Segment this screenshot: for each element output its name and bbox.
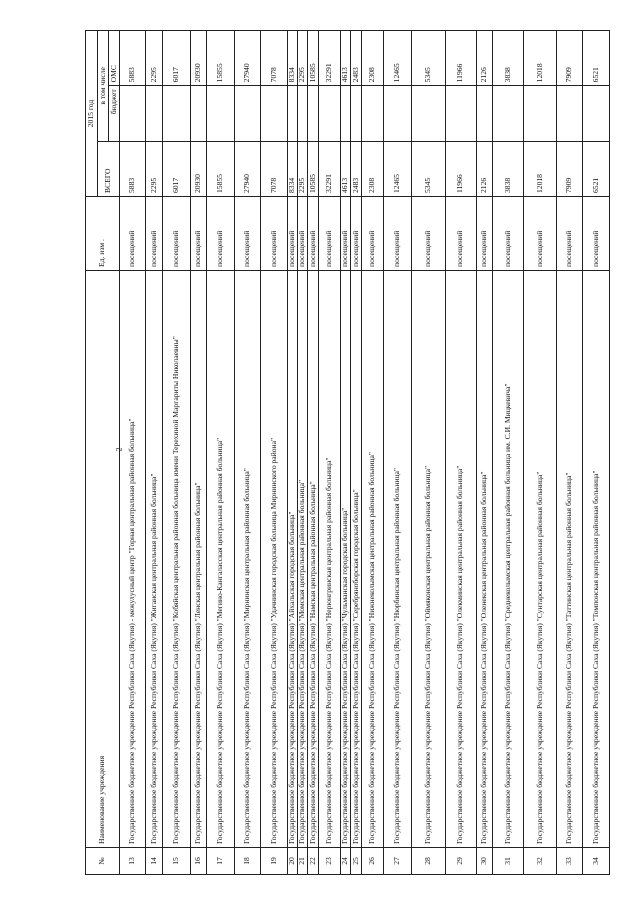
oms-cell: 20930 <box>190 31 207 86</box>
header-unit: Ед. изм . <box>86 197 120 271</box>
visits-table <box>85 30 610 875</box>
institution-name: Государственное бюджетное учреждение Республики Саха (Якутия) - межулусный центр "Горная центральная районная больница" <box>120 271 146 848</box>
header-budget: бюджет <box>109 86 120 141</box>
institution-name: Государственное бюджетное учреждение Республики Саха (Якутия) "Мирнинская центральная районная больница" <box>234 271 260 848</box>
oms-cell: 11966 <box>445 31 476 86</box>
budget-cell <box>297 86 307 141</box>
unit-cell: посещений <box>340 197 350 271</box>
table-row <box>162 31 190 875</box>
budget-cell <box>120 86 146 141</box>
institution-name: Государственное бюджетное учреждение Республики Саха (Якутия) "Жиганская центральная районная больница" <box>146 271 163 848</box>
unit-cell: посещений <box>556 197 582 271</box>
table-row <box>556 31 582 875</box>
total-cell: 2295 <box>146 141 163 196</box>
total-cell: 2126 <box>476 141 493 196</box>
total-cell: 20930 <box>190 141 207 196</box>
total-cell: 8334 <box>287 141 297 196</box>
budget-cell <box>523 86 556 141</box>
institution-name: Государственное бюджетное учреждение Республики Саха (Якутия) "Таттинская центральная районная больница" <box>556 271 582 848</box>
row-number: 19 <box>261 848 287 875</box>
budget-cell <box>318 86 340 141</box>
oms-cell: 5345 <box>411 31 445 86</box>
budget-cell <box>583 86 610 141</box>
institution-name: Государственное бюджетное учреждение Республики Саха (Якутия) "Олекминская центральная районная больница" <box>445 271 476 848</box>
table-row <box>583 31 610 875</box>
budget-cell <box>287 86 297 141</box>
total-cell: 32291 <box>318 141 340 196</box>
unit-cell: посещений <box>308 197 318 271</box>
table-row <box>361 31 383 875</box>
row-number: 33 <box>556 848 582 875</box>
budget-cell <box>190 86 207 141</box>
institution-name: Государственное бюджетное учреждение Республики Саха (Якутия) "Томпонская центральная районная больница" <box>583 271 610 848</box>
unit-cell: посещений <box>361 197 383 271</box>
budget-cell <box>493 86 524 141</box>
budget-cell <box>411 86 445 141</box>
budget-cell <box>308 86 318 141</box>
row-number: 23 <box>318 848 340 875</box>
table-row <box>297 31 307 875</box>
row-number: 28 <box>411 848 445 875</box>
row-number: 26 <box>361 848 383 875</box>
table-row <box>308 31 318 875</box>
institution-name: Государственное бюджетное учреждение Республики Саха (Якутия) "Чульманская городская больница" <box>340 271 350 848</box>
oms-cell: 3838 <box>493 31 524 86</box>
row-number: 25 <box>351 848 361 875</box>
header-including: в том числе <box>98 31 109 142</box>
institution-name: Государственное бюджетное учреждение Республики Саха (Якутия) "Ленская центральная районная больница" <box>190 271 207 848</box>
row-number: 34 <box>583 848 610 875</box>
institution-name: Государственное бюджетное учреждение Республики Саха (Якутия) "Нерюнгринская центральная районная больница" <box>318 271 340 848</box>
total-cell: 7078 <box>261 141 287 196</box>
total-cell: 6017 <box>162 141 190 196</box>
table-row <box>351 31 361 875</box>
unit-cell: посещений <box>493 197 524 271</box>
row-number: 18 <box>234 848 260 875</box>
oms-cell: 8334 <box>287 31 297 86</box>
table-row <box>190 31 207 875</box>
row-number: 15 <box>162 848 190 875</box>
table-row <box>476 31 493 875</box>
header-oms: ОМС <box>109 31 120 86</box>
row-number: 13 <box>120 848 146 875</box>
total-cell: 3838 <box>493 141 524 196</box>
oms-cell: 7909 <box>556 31 582 86</box>
header-year: 2015 год <box>86 31 98 197</box>
institution-name: Государственное бюджетное учреждение Республики Саха (Якутия) "Удачнинская городская больница Мирнинского района" <box>261 271 287 848</box>
table-row <box>523 31 556 875</box>
oms-cell: 15855 <box>207 31 235 86</box>
total-cell: 2308 <box>361 141 383 196</box>
institution-name: Государственное бюджетное учреждение Республики Саха (Якутия) "Нижнеколымская центральная районная больница" <box>361 271 383 848</box>
row-number: 14 <box>146 848 163 875</box>
institution-name: Государственное бюджетное учреждение Республики Саха (Якутия) "Сунтарская центральная районная больница" <box>523 271 556 848</box>
table-row <box>493 31 524 875</box>
total-cell: 5345 <box>411 141 445 196</box>
header-number: № <box>86 848 120 875</box>
budget-cell <box>146 86 163 141</box>
oms-cell: 12465 <box>383 31 411 86</box>
table-row <box>340 31 350 875</box>
total-cell: 5883 <box>120 141 146 196</box>
oms-cell: 12018 <box>523 31 556 86</box>
table-row <box>207 31 235 875</box>
row-number: 31 <box>493 848 524 875</box>
oms-cell: 2308 <box>361 31 383 86</box>
total-cell: 2295 <box>297 141 307 196</box>
institution-name: Государственное бюджетное учреждение Республики Саха (Якутия) "Момская центральная районная больница" <box>297 271 307 848</box>
oms-cell: 6521 <box>583 31 610 86</box>
budget-cell <box>207 86 235 141</box>
page-number: 2 <box>114 447 124 452</box>
table-row <box>411 31 445 875</box>
oms-cell: 2126 <box>476 31 493 86</box>
unit-cell: посещений <box>523 197 556 271</box>
budget-cell <box>361 86 383 141</box>
oms-cell: 4613 <box>340 31 350 86</box>
budget-cell <box>556 86 582 141</box>
oms-cell: 2295 <box>146 31 163 86</box>
total-cell: 12018 <box>523 141 556 196</box>
unit-cell: посещений <box>162 197 190 271</box>
unit-cell: посещений <box>383 197 411 271</box>
row-number: 24 <box>340 848 350 875</box>
unit-cell: посещений <box>261 197 287 271</box>
header-row-year <box>86 31 98 875</box>
unit-cell: посещений <box>190 197 207 271</box>
table-row <box>383 31 411 875</box>
row-number: 32 <box>523 848 556 875</box>
unit-cell: посещений <box>351 197 361 271</box>
table-row <box>120 31 146 875</box>
header-total: ВСЕГО <box>98 141 120 196</box>
oms-cell: 27940 <box>234 31 260 86</box>
total-cell: 15855 <box>207 141 235 196</box>
unit-cell: посещений <box>445 197 476 271</box>
unit-cell: посещений <box>207 197 235 271</box>
total-cell: 4613 <box>340 141 350 196</box>
institution-name: Государственное бюджетное учреждение Республики Саха (Якутия) "Оймяконская центральная районная больница" <box>411 271 445 848</box>
oms-cell: 2483 <box>351 31 361 86</box>
budget-cell <box>383 86 411 141</box>
table-row <box>146 31 163 875</box>
institution-name: Государственное бюджетное учреждение Республики Саха (Якутия) "Намская центральная районная больница" <box>308 271 318 848</box>
oms-cell: 2295 <box>297 31 307 86</box>
row-number: 17 <box>207 848 235 875</box>
unit-cell: посещений <box>120 197 146 271</box>
unit-cell: посещений <box>476 197 493 271</box>
institution-name: Государственное бюджетное учреждение Республики Саха (Якутия) "Айхальская городская больница" <box>287 271 297 848</box>
total-cell: 7909 <box>556 141 582 196</box>
oms-cell: 5883 <box>120 31 146 86</box>
unit-cell: посещений <box>287 197 297 271</box>
oms-cell: 10585 <box>308 31 318 86</box>
budget-cell <box>162 86 190 141</box>
total-cell: 2483 <box>351 141 361 196</box>
oms-cell: 7078 <box>261 31 287 86</box>
total-cell: 10585 <box>308 141 318 196</box>
institution-name: Государственное бюджетное учреждение Республики Саха (Якутия) "Среднеколымская центральная районная больница им. С.И. Мицкевича" <box>493 271 524 848</box>
row-number: 21 <box>297 848 307 875</box>
unit-cell: посещений <box>234 197 260 271</box>
oms-cell: 6017 <box>162 31 190 86</box>
table-row <box>445 31 476 875</box>
table-row <box>318 31 340 875</box>
row-number: 22 <box>308 848 318 875</box>
budget-cell <box>234 86 260 141</box>
total-cell: 12465 <box>383 141 411 196</box>
row-number: 16 <box>190 848 207 875</box>
row-number: 27 <box>383 848 411 875</box>
total-cell: 27940 <box>234 141 260 196</box>
unit-cell: посещений <box>146 197 163 271</box>
unit-cell: посещений <box>318 197 340 271</box>
table-row <box>261 31 287 875</box>
oms-cell: 32291 <box>318 31 340 86</box>
unit-cell: посещений <box>583 197 610 271</box>
header-institution-name: Наименование учреждения <box>86 271 120 848</box>
unit-cell: посещений <box>411 197 445 271</box>
budget-cell <box>476 86 493 141</box>
total-cell: 6521 <box>583 141 610 196</box>
rotated-table-container <box>85 30 610 875</box>
table-row <box>287 31 297 875</box>
row-number: 30 <box>476 848 493 875</box>
row-number: 29 <box>445 848 476 875</box>
institution-name: Государственное бюджетное учреждение Республики Саха (Якутия) "Мегино-Кангаласская центральная районная больница" <box>207 271 235 848</box>
budget-cell <box>340 86 350 141</box>
institution-name: Государственное бюджетное учреждение Республики Саха (Якутия) "Оленекская центральная районная больница" <box>476 271 493 848</box>
budget-cell <box>351 86 361 141</box>
unit-cell: посещений <box>297 197 307 271</box>
table-row <box>234 31 260 875</box>
budget-cell <box>261 86 287 141</box>
institution-name: Государственное бюджетное учреждение Республики Саха (Якутия) "Серебряноборская городская больница" <box>351 271 361 848</box>
row-number: 20 <box>287 848 297 875</box>
table-body <box>120 31 610 875</box>
budget-cell <box>445 86 476 141</box>
total-cell: 11966 <box>445 141 476 196</box>
institution-name: Государственное бюджетное учреждение Республики Саха (Якутия) "Нюрбинская центральная районная больница" <box>383 271 411 848</box>
institution-name: Государственное бюджетное учреждение Республики Саха (Якутия) "Кобяйская центральная районная больница имени Терехиной Маргариты Николаевны" <box>162 271 190 848</box>
